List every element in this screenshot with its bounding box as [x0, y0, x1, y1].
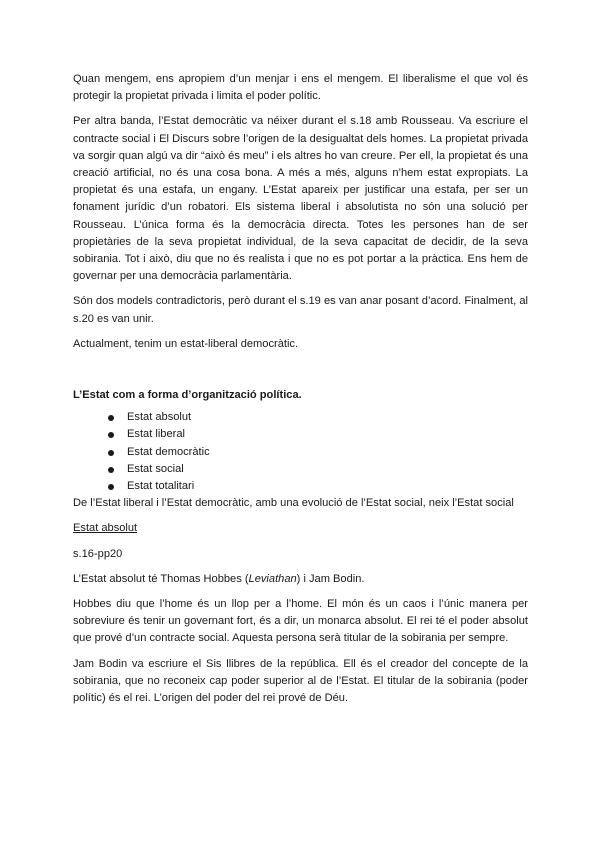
list-item: Estat democràtic: [108, 444, 528, 461]
paragraph-evolucio: De l’Estat liberal i l’Estat democràtic, amb una evolució de l’Estat social, neix l’Estat social: [73, 497, 514, 510]
section-heading: L’Estat com a forma d’organització política.: [73, 389, 302, 402]
list-item: Estat liberal: [108, 426, 528, 443]
paragraph-bodin: Jam Bodin va escriure el Sis llibres de la república. Ell és el creador del concepte de la sobirania, que no reconeix cap poder superior al de l’Estat. El titular de la sobirania (poder polític) és el rei. L’origen del poder del rei prové de Déu.: [73, 657, 528, 705]
paragraph-actualment: Actualment, tenim un estat-liberal democràtic.: [73, 337, 299, 350]
paragraph-absolut-intro: L’Estat absolut té Thomas Hobbes (Leviathan) i Jam Bodin.: [73, 572, 365, 585]
bullet-icon: [108, 415, 114, 421]
subsection-title: Estat absolut: [73, 522, 138, 535]
bullet-icon: [108, 484, 114, 490]
paragraph-hobbes: Hobbes diu que l’home és un llop per a l’home. El món és un caos i l’únic manera per sobreviure és tenir un governant fort, és a dir, un monarca absolut. El rei té el poder absolut que prové d’un contracte social. Aquesta persona serà titular de la sobirania per sempre.: [73, 598, 528, 645]
page-reference: s.16-pp20: [73, 547, 123, 560]
paragraph-models: Són dos models contradictoris, però durant el s.19 es van anar posant d’acord. Finalment, al s.20 es van unir.: [73, 295, 528, 325]
state-types-list: [73, 409, 528, 495]
bullet-icon: [108, 467, 114, 473]
bullet-icon: [108, 450, 114, 456]
paragraph-rousseau: Per altra banda, l’Estat democràtic va néixer durant el s.18 amb Rousseau. Va escriure el contracte social i El Discurs sobre l’origen de la desigualtat dels homes. La propietat privada va sorgir quan algú va dir “això és meu” i els altres ho van creure. Per ell, la propietat és una creació artificial, no és una cosa bona. A més a més, alguns n’hem estat expropiats. La propietat és una estafa, un engany. L’Estat apareix per justificar una estafa, per ser un fonament jurídic d’un robatori. Els sistema liberal i absolutista no són una solució per Rousseau. L’única forma és la democràcia directa. Totes les persones han de ser propietàries de la seva propietat individual, de la seva capacitat de decidir, de la seva sobirania. Tot i això, diu que no és realista i que no es pot portar a la pràctica. Ens hem de governar per una democràcia parlamentària.: [73, 115, 528, 283]
list-item: Estat social: [108, 461, 528, 478]
bullet-icon: [108, 432, 114, 438]
list-item: Estat totalitari: [108, 478, 528, 495]
paragraph-liberalisme: Quan mengem, ens apropiem d’un menjar i ens el mengem. El liberalisme el que vol és protegir la propietat privada i limita el poder polític.: [73, 73, 528, 103]
list-item: Estat absolut: [108, 409, 528, 426]
